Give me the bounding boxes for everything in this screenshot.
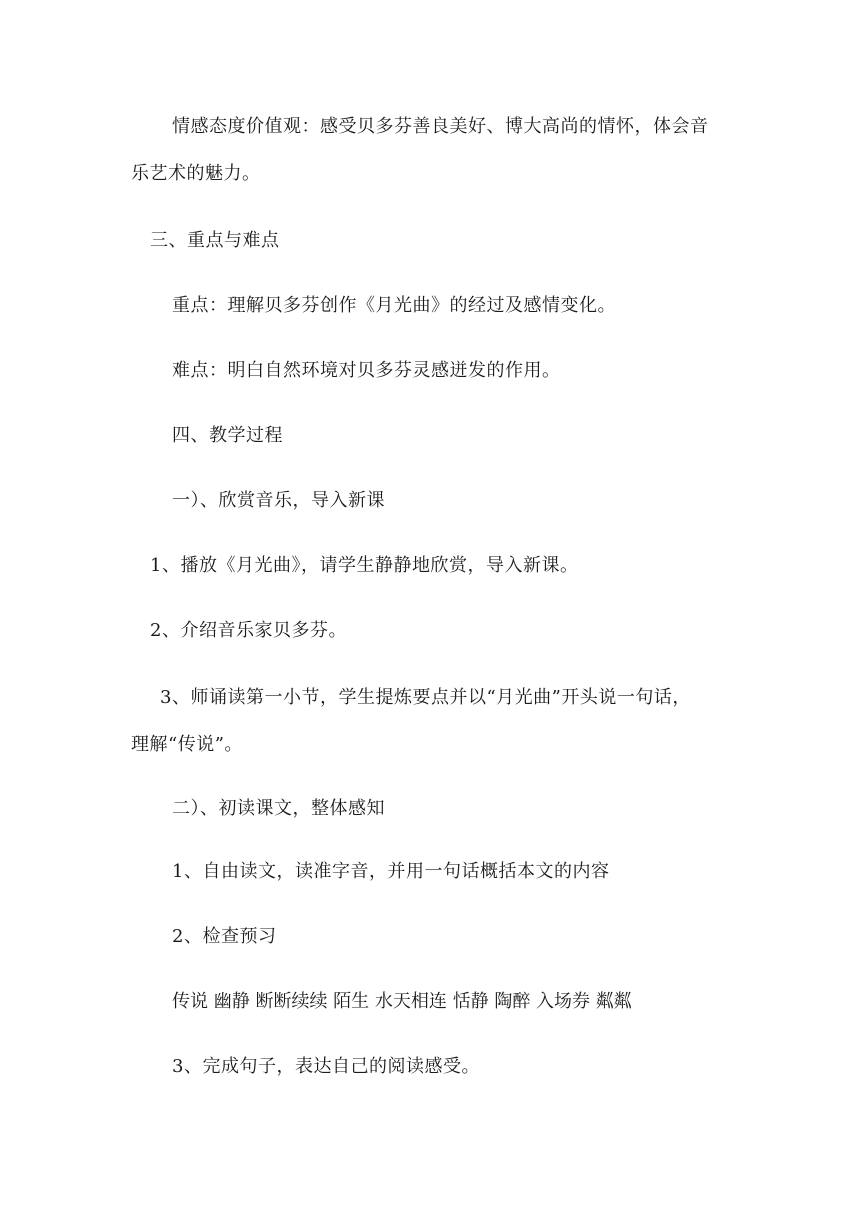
key-point: 重点：理解贝多芬创作《月光曲》的经过及感情变化。 (172, 295, 616, 316)
part-1-step-2: 2、介绍音乐家贝多芬。 (150, 620, 347, 641)
part-2-heading: 二）、初读课文，整体感知 (172, 798, 385, 819)
part-2-step-3: 3、完成句子，表达自己的阅读感受。 (172, 1056, 480, 1077)
emotion-goal-line-1: 情感态度价值观：感受贝多芬善良美好、博大高尚的情怀，体会音 (172, 116, 709, 137)
emotion-goal-line-2: 乐艺术的魅力。 (131, 163, 261, 184)
part-1-step-1: 1、播放《月光曲》，请学生静静地欣赏，导入新课。 (150, 555, 579, 576)
section-4-heading: 四、教学过程 (172, 425, 283, 446)
part-2-step-2: 2、检查预习 (172, 926, 277, 947)
part-1-step-3-line-1: 3、师诵读第一小节，学生提炼要点并以“月光曲”开头说一句话， (160, 687, 691, 708)
part-1-heading: 一）、欣赏音乐，导入新课 (172, 490, 385, 511)
section-3-heading: 三、重点与难点 (150, 230, 280, 251)
vocabulary-list: 传说 幽静 断断续续 陌生 水天相连 恬静 陶醉 入场券 粼粼 (172, 991, 632, 1012)
part-2-step-1: 1、自由读文，读准字音，并用一句话概括本文的内容 (172, 861, 610, 882)
part-1-step-3-line-2: 理解“传说”。 (131, 734, 243, 755)
difficulty: 难点：明白自然环境对贝多芬灵感迸发的作用。 (172, 360, 561, 381)
